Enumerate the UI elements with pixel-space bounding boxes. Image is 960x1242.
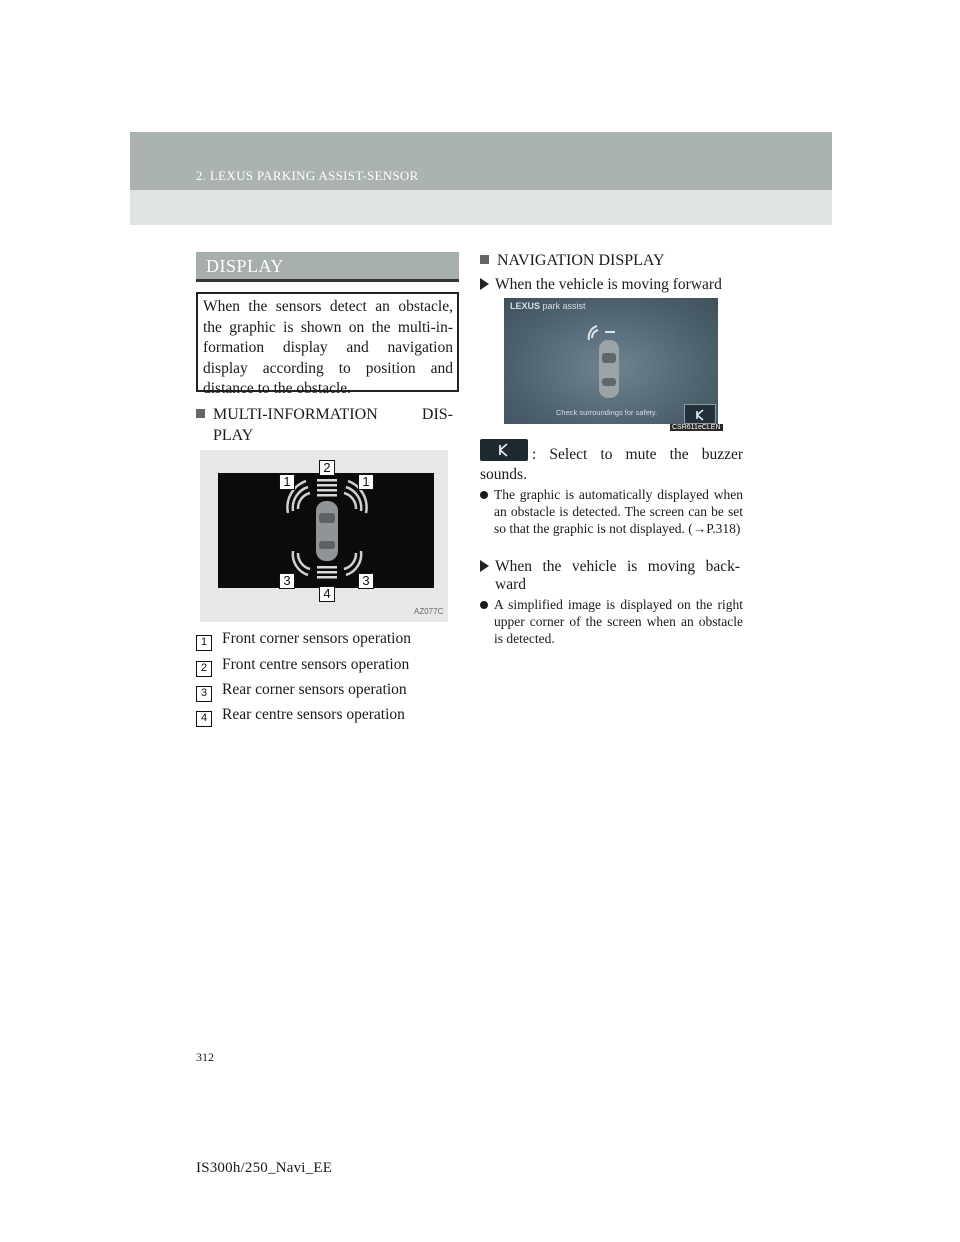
- multi-info-screen: [218, 473, 434, 588]
- callout-front-corner-right: 1: [358, 474, 374, 490]
- triangle-arrow-icon: [480, 278, 489, 290]
- chapter-title: 2. LEXUS PARKING ASSIST-SENSOR: [196, 168, 419, 183]
- front-corner-sensor-icon: [589, 326, 598, 340]
- note-simplified-image: [480, 596, 743, 647]
- legend-item: [196, 705, 405, 727]
- legend-text: Rear centre sensors operation: [222, 706, 405, 723]
- backward-label-line2: ward: [495, 576, 526, 593]
- header-subband: [130, 190, 832, 225]
- multi-info-heading-line1: MULTI-INFORMATION DIS-: [213, 406, 453, 423]
- multi-info-figure: [200, 450, 448, 622]
- callout-front-corner-left: 1: [279, 474, 295, 490]
- backward-label: [480, 557, 740, 577]
- legend-number: 2: [196, 661, 212, 677]
- legend-text: Rear corner sensors operation: [222, 681, 407, 698]
- round-bullet-icon: [480, 601, 488, 609]
- round-bullet-icon: [480, 491, 488, 499]
- figure-code: AZ077C: [414, 607, 444, 616]
- backward-label-text: When the vehicle is moving back-: [495, 558, 740, 575]
- nav-screen-message: Check surroundings for safety.: [556, 408, 658, 417]
- multi-info-heading: [196, 404, 464, 425]
- legend-number: 1: [196, 635, 212, 651]
- front-centre-sensor-icon: [317, 479, 337, 497]
- legend-text: Front centre sensors operation: [222, 656, 410, 673]
- page-number: 312: [196, 1050, 214, 1064]
- square-bullet-icon: [196, 409, 205, 418]
- legend-item: [196, 629, 411, 651]
- callout-rear-corner-right: 3: [358, 573, 374, 589]
- callout-rear-centre: 4: [319, 586, 335, 602]
- legend-number: 3: [196, 686, 212, 702]
- legend-item: [196, 680, 407, 702]
- forward-label-text: When the vehicle is moving forward: [495, 276, 722, 293]
- forward-label: [480, 275, 722, 295]
- callout-rear-corner-left: 3: [279, 573, 295, 589]
- section-title: DISPLAY: [206, 256, 284, 276]
- callout-front-centre: 2: [319, 460, 335, 476]
- car-icon: [599, 340, 619, 398]
- brand-text: LEXUS: [510, 301, 541, 311]
- car-icon: [316, 501, 338, 561]
- intro-box: When the sensors detect an obstacle, the graphic is shown on the multi-in-formation display and navigation display according to position and distance to the obstacle.: [196, 292, 459, 392]
- square-bullet-icon: [480, 255, 489, 264]
- rear-centre-sensor-icon: [317, 566, 337, 579]
- speaker-mute-icon: [685, 405, 717, 425]
- note-text: A simplified image is displayed on the right upper corner of the screen when an obstacle is detected.: [494, 597, 743, 646]
- nav-figure-code: CSR611eCLEN: [672, 424, 721, 431]
- footer-code: IS300h/250_Navi_EE: [196, 1160, 333, 1176]
- legend-text: Front corner sensors operation: [222, 630, 411, 647]
- legend-number: 4: [196, 711, 212, 727]
- multi-info-heading-line2: PLAY: [213, 427, 254, 444]
- triangle-arrow-icon: [480, 560, 489, 572]
- nav-display-heading-text: NAVIGATION DISPLAY: [497, 252, 665, 269]
- nav-display-heading: [480, 250, 665, 271]
- screen-title-text: park assist: [540, 301, 586, 311]
- legend-item: [196, 655, 409, 677]
- mute-button[interactable]: [684, 404, 716, 424]
- note-auto-display: [480, 486, 743, 537]
- mute-description: : Select to mute the buzzer sounds.: [480, 446, 743, 483]
- note-text: The graphic is automatically displayed when an obstacle is detected. The screen can be set so that the graphic is not displayed. (→P.318): [494, 487, 743, 536]
- car-sensor-graphic: [218, 473, 434, 588]
- front-centre-sensor-icon: [605, 331, 615, 333]
